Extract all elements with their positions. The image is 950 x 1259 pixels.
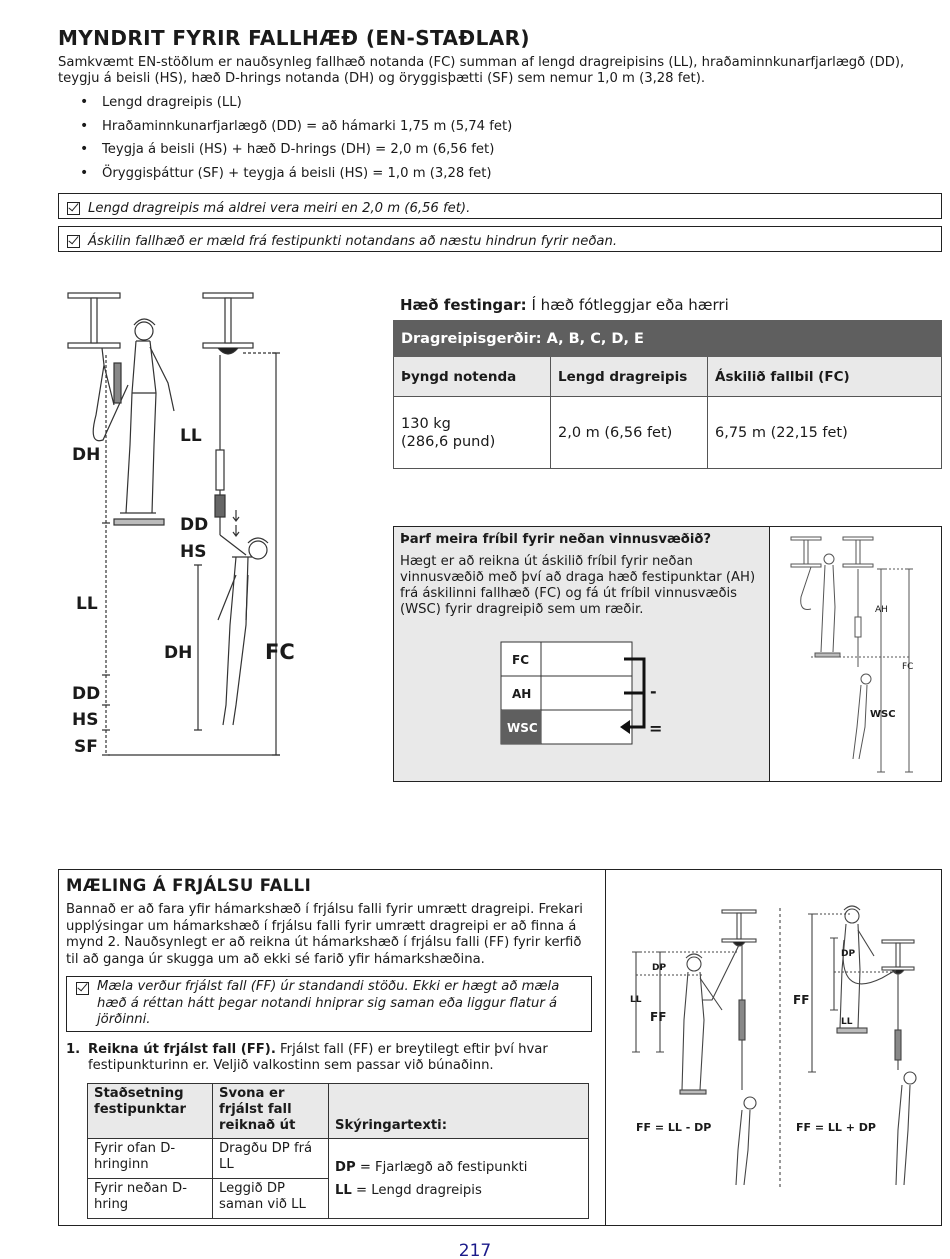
legend-abbr: LL — [335, 1182, 352, 1198]
note-text: Mæla verður frjálst fall (FF) úr standandi stöðu. Ekki er hægt að mæla hæð á réttan hátt þegar notandi hniprar sig saman eða liggur flatur á jörðinni. — [97, 979, 560, 1027]
figure-label: FC — [902, 662, 914, 672]
free-fall-figure — [612, 900, 938, 1196]
anchor-height-label: Hæð festingar: — [400, 296, 527, 314]
diagram-label: DD — [180, 515, 209, 535]
table-cell: Fyrir neðan D-hring — [88, 1179, 213, 1219]
note-box — [58, 226, 942, 252]
figure-label: WSC — [870, 709, 896, 720]
formula-label: FF = LL - DP — [636, 1121, 712, 1134]
formula-label: FF = LL + DP — [796, 1121, 876, 1134]
checkbox-icon — [76, 982, 89, 995]
step-body: Frjálst fall (FF) er breytilegt eftir því hvar festipunkturinn er. Veljið valkostinn sem passar við búnaðinn. — [88, 1042, 548, 1073]
legend-abbr: DP — [335, 1159, 356, 1175]
intro-paragraph: Samkvæmt EN-stöðlum er nauðsynleg fallhæð notanda (FC) summan af lengd dragreipisins (LL), hraðaminnkunarfjarlægð (DD), teygju á beisli (HS), hæð D-hrings notanda (DH) og öryggisþætti (SF) sem nemur 1,0 m (3,28 fet). — [58, 55, 905, 86]
figure-label: DP — [841, 949, 856, 959]
weight-lb: (286,6 pund) — [401, 433, 496, 450]
legend-def: = Fjarlægð að festipunkti — [355, 1159, 528, 1175]
anchor-height-value: Í hæð fótleggjar eða hærri — [531, 296, 729, 314]
note-text: Lengd dragreipis má aldrei vera meiri en 2,0 m (6,56 fet). — [88, 200, 471, 216]
checkbox-icon — [67, 202, 80, 215]
diagram-label: LL — [180, 426, 202, 446]
column-header: Svona er frjálst fall reiknað út — [213, 1084, 329, 1139]
weight-kg: 130 kg — [401, 415, 451, 432]
figure-label: FF — [793, 993, 810, 1007]
section-divider — [605, 870, 606, 1225]
table-cell: Dragðu DP frá LL — [213, 1139, 329, 1179]
step-title: Reikna út frjálst fall (FF). — [88, 1042, 276, 1057]
wsc-figure — [771, 527, 941, 781]
figure-label: LL — [630, 995, 642, 1005]
diagram-label: FC — [265, 640, 295, 664]
step-number: 1. — [66, 1042, 81, 1057]
figure-label: DP — [652, 963, 667, 973]
list-item: • Teygja á beisli (HS) + hæð D-hrings (DH) = 2,0 m (6,56 fet) — [80, 142, 512, 166]
table-cell: Leggið DP saman við LL — [213, 1179, 329, 1219]
note-text: Áskilin fallhæð er mæld frá festipunkti notandans að næstu hindrun fyrir neðan. — [88, 233, 618, 249]
diagram-label: DD — [72, 684, 101, 704]
calc-label: AH — [512, 687, 532, 701]
table-cell: 2,0 m (6,56 fet) — [551, 397, 708, 469]
table-cell: Fyrir ofan D-hringinn — [88, 1139, 213, 1179]
column-header: Lengd dragreipis — [551, 357, 708, 397]
column-header: Skýringartexti: — [329, 1084, 589, 1139]
wsc-calc-diagram — [494, 639, 674, 751]
free-fall-table — [87, 1083, 589, 1219]
table-cell: 6,75 m (22,15 fet) — [708, 397, 942, 469]
diagram-label: HS — [72, 710, 99, 730]
figure-label: AH — [875, 605, 888, 615]
info-heading: Þarf meira fríbil fyrir neðan vinnusvæðið? — [400, 532, 712, 547]
anchor-height — [400, 296, 729, 314]
list-item: • Öryggisþáttur (SF) + teygja á beisli (HS) = 1,0 m (3,28 fet) — [80, 166, 512, 190]
column-header: Áskilið fallbil (FC) — [708, 357, 942, 397]
page-number: 217 — [458, 1241, 492, 1259]
section-heading: MÆLING Á FRJÁLSU FALLI — [66, 876, 312, 895]
clearance-info-box — [393, 526, 942, 782]
diagram-label: DH — [164, 643, 193, 663]
info-text: Hægt er að reikna út áskilið fríbil fyrir neðan vinnusvæðið með því að draga hæð festipunktar (AH) frá áskilinni fallhæð (FC) og fá út fríbil vinnusvæðis (WSC) fyrir dragreipið sem um ræðir. — [400, 554, 756, 617]
lanyard-table — [393, 320, 942, 469]
diagram-label: DH — [72, 445, 101, 465]
list-item: • Lengd dragreipis (LL) — [80, 95, 512, 119]
legend-def: = Lengd dragreipis — [351, 1182, 482, 1198]
bullet-list — [80, 95, 512, 189]
diagram-label: SF — [74, 737, 98, 757]
legend-cell — [329, 1139, 589, 1219]
fall-clearance-diagram — [58, 285, 378, 765]
info-panel — [394, 527, 770, 781]
step-text — [88, 1042, 588, 1074]
minus-sign: - — [650, 682, 657, 701]
table-cell — [394, 397, 551, 469]
checkbox-icon — [67, 235, 80, 248]
note-box — [58, 193, 942, 219]
diagram-label: LL — [76, 594, 98, 614]
note-box — [66, 976, 592, 1032]
figure-label: LL — [841, 1017, 853, 1027]
section-paragraph: Bannað er að fara yfir hámarkshæð í frjálsu falli fyrir umrætt dragreipi. Frekari upplýsingar um hámarkshæð í frjálsu falli fyrir umrætt dragreipi er að finna á mynd 2. Nauðsynlegt er að reikna út hámarkshæð í frjálsu falli (FF) fyrir kerfið til að ganga úr skugga um að ekki sé farið yfir hámarkshæðina. — [66, 902, 583, 967]
calc-label: WSC — [507, 721, 538, 735]
list-item: • Hraðaminnkunarfjarlægð (DD) = að hámarki 1,75 m (5,74 fet) — [80, 119, 512, 143]
page-title: MYNDRIT FYRIR FALLHÆÐ (EN-STAÐLAR) — [58, 26, 530, 50]
calc-label: FC — [512, 653, 530, 667]
column-header: Staðsetning festipunktar — [88, 1084, 213, 1139]
column-header: Þyngd notenda — [394, 357, 551, 397]
diagram-label: HS — [180, 542, 207, 562]
lanyard-table-header: Dragreipisgerðir: A, B, C, D, E — [394, 321, 942, 357]
equals-sign: = — [649, 719, 663, 738]
figure-label: FF — [650, 1010, 667, 1024]
